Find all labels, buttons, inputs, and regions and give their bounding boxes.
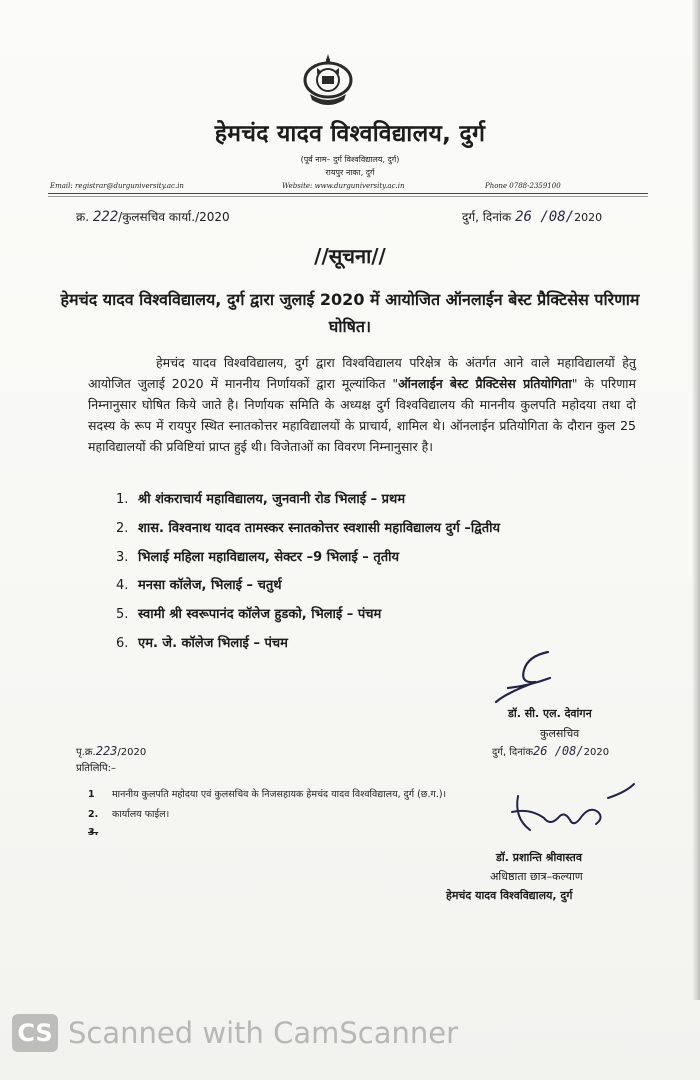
dean-organization: हेमचंद यादव विश्वविद्यालय, दुर्ग bbox=[446, 889, 573, 902]
camscanner-logo-icon: CS bbox=[12, 1014, 58, 1052]
list-item: 1 माननीय कुलपति महोदया एवं कुलसचिव के निजसहायक हेमचंद यादव विश्वविद्यालय, दुर्ग (छ.ग.)। bbox=[88, 789, 447, 800]
header-divider bbox=[48, 193, 648, 194]
list-item: 3. bbox=[88, 827, 99, 838]
university-title: हेमचंद यादव विश्वविद्यालय, दुर्ग bbox=[214, 121, 486, 147]
copy-to-label: प्रतिलिपि:– bbox=[76, 763, 116, 774]
former-name: (पूर्व नाम– दुर्ग विश्वविद्यालय, दुर्ग) bbox=[300, 155, 400, 164]
camscanner-watermark: CS Scanned with CamScanner bbox=[12, 1014, 458, 1052]
reference-number: क्र. 222/कुलसचिव कार्या./2020 bbox=[76, 209, 230, 225]
notice-body: हेमचंद यादव विश्वविद्यालय, दुर्ग द्वारा विश्वविद्यालय परिक्षेत्र के अंतर्गत आने वाले महाविद्यालयों हेतु आयोजित जुलाई 2020 में माननीय निर्णायकों द्वारा मूल्यांकित "ऑनलाईन बेस्ट प्रैक्टिसेस प्रतियोगिता" के परिणाम निम्नानुसार घोषित किये जाते है। निर्णायक समिति के अध्यक्ष दुर्ग विश्वविद्यालय की माननीय कुलपति महोदया तथा दो सदस्य के रूप में रायपुर स्थित स्नातकोत्तर महाविद्यालयों के प्राचार्य, शामिल थे। ऑनलाईन प्रतियोगिता के दौरान कुल 25 महाविद्यालयों की प्रविष्टियां प्राप्त हुई थी। विजेताओं का विवरण निम्नानुसार है। bbox=[88, 355, 636, 454]
notice-heading: हेमचंद यादव विश्वविद्यालय, दुर्ग द्वारा जुलाई 2020 में आयोजित ऑनलाईन बेस्ट प्रैक्टिसेस परिणाम घोषित। bbox=[60, 290, 640, 336]
phone: Phone 0788-2359100 bbox=[485, 182, 561, 190]
registrar-name: डॉ. सी. एल. देवांगन bbox=[508, 707, 592, 720]
signature-dean-icon bbox=[500, 782, 640, 844]
endorsement-date: दुर्ग, दिनांक26 /08/2020 bbox=[492, 744, 610, 758]
dean-role: अधिष्ठाता छात्र–कल्याण bbox=[490, 870, 583, 883]
dean-name: डॉ. प्रशान्ति श्रीवास्तव bbox=[496, 851, 582, 864]
list-item: 4. मनसा कॉलेज, भिलाई – चतुर्थ bbox=[116, 578, 282, 594]
email: Email: registrar@durguniversity.ac.in bbox=[50, 182, 184, 190]
copy-list bbox=[88, 787, 446, 847]
list-item: 6. एम. जे. कॉलेज भिलाई – पंचम bbox=[116, 635, 288, 651]
list-item: 2. कार्यालय फाईल। bbox=[88, 809, 170, 820]
reference-date: दुर्ग, दिनांक 26 /08/2020 bbox=[462, 209, 603, 225]
signature-registrar-icon bbox=[488, 648, 558, 706]
address: रायपुर नाका, दुर्ग bbox=[325, 168, 375, 177]
list-item: 1. श्री शंकराचार्य महाविद्यालय, जुनवानी रोड भिलाई – प्रथम bbox=[116, 492, 406, 507]
header-divider-secondary bbox=[48, 196, 648, 197]
competition-name: ऑनलाईन बेस्ट प्रैक्टिसेस प्रतियोगिता bbox=[398, 376, 572, 391]
list-item: 5. स्वामी श्री स्वरूपानंद कॉलेज हुडको, भिलाई – पंचम bbox=[116, 607, 382, 623]
list-item: 3. भिलाई महिला महाविद्यालय, सेक्टर –9 भिलाई – तृतीय bbox=[116, 549, 400, 565]
reference-number-handwritten: 222 bbox=[92, 209, 119, 225]
page-edge-shadow bbox=[692, 0, 700, 1000]
university-emblem-icon bbox=[302, 50, 354, 110]
reference-date-handwritten: 26 /08/ bbox=[515, 209, 575, 225]
website: Website: www.durguniversity.ac.in bbox=[282, 182, 405, 190]
winners-list bbox=[116, 490, 500, 663]
notice-title: //सूचना// bbox=[314, 244, 386, 268]
endorsement-number: पृ.क्र.223/2020 bbox=[76, 744, 147, 758]
list-item: 2. शास. विश्वनाथ यादव तामस्कर स्नातकोत्तर स्वशासी महाविद्यालय दुर्ग –द्वितीय bbox=[116, 520, 501, 536]
registrar-role: कुलसचिव bbox=[540, 727, 580, 740]
